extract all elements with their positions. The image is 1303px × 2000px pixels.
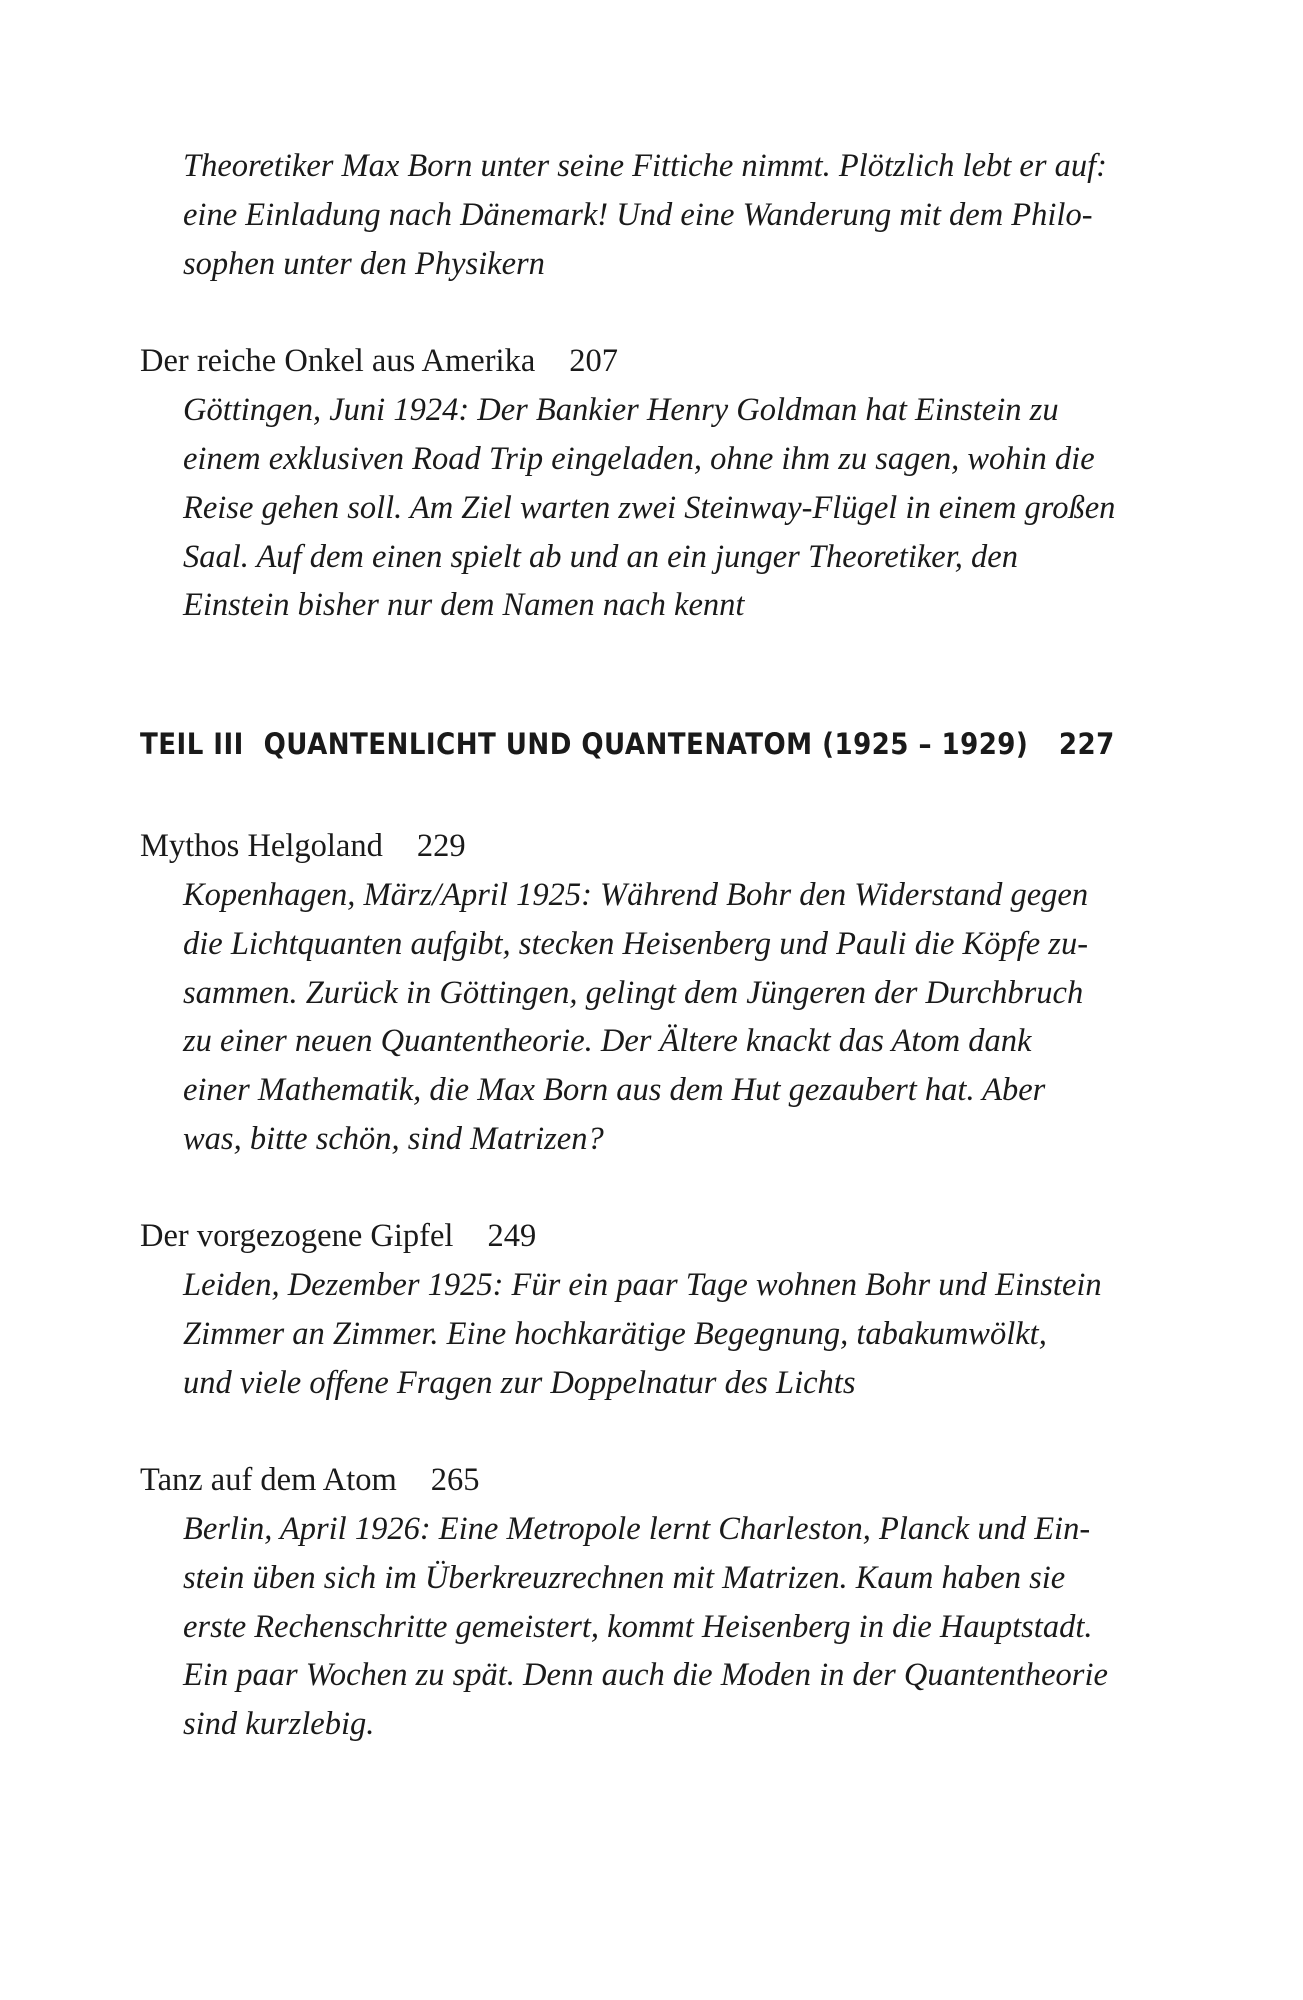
toc-description-line: einem exklusiven Road Trip eingeladen, ohne ihm zu sagen, wohin die [183, 441, 1095, 477]
toc-page-number: 249 [487, 1218, 537, 1254]
toc-description-line: Leiden, Dezember 1925: Für ein paar Tage wohnen Bohr und Einstein [183, 1267, 1102, 1303]
toc-description-line: stein üben sich im Überkreuzrechnen mit Matrizen. Kaum haben sie [183, 1560, 1066, 1596]
toc-description-line: Zimmer an Zimmer. Eine hochkarätige Begegnung, tabakumwölkt, [183, 1316, 1047, 1352]
toc-description-line: Theoretiker Max Born unter seine Fittiche nimmt. Plötzlich lebt er auf: [183, 148, 1107, 184]
toc-page-number: 207 [569, 343, 619, 379]
toc-entry-title-text: Der vorgezogene Gipfel [140, 1218, 454, 1254]
part-heading [140, 724, 1115, 764]
toc-entry-title-text: Mythos Helgoland [140, 828, 383, 864]
toc-description-line: sammen. Zurück in Göttingen, gelingt dem Jüngeren der Durchbruch [183, 975, 1084, 1011]
toc-description-line: Kopenhagen, März/April 1925: Während Bohr den Widerstand gegen [183, 877, 1089, 913]
part-title: QUANTENLICHT UND QUANTENATOM (1925 – 1929) [263, 727, 1029, 761]
toc-page-number: 229 [416, 828, 466, 864]
toc-description-line: einer Mathematik, die Max Born aus dem Hut gezaubert hat. Aber [183, 1072, 1046, 1108]
part-page-number: 227 [1058, 727, 1115, 761]
toc-entry-title-text: Tanz auf dem Atom [140, 1462, 397, 1498]
toc-entry-title [140, 826, 466, 866]
toc-description-line: die Lichtquanten aufgibt, stecken Heisenberg und Pauli die Köpfe zu- [183, 926, 1089, 962]
part-label: TEIL III [140, 727, 244, 761]
toc-description-line: erste Rechenschritte gemeistert, kommt Heisenberg in die Hauptstadt. [183, 1609, 1093, 1645]
toc-description-line: Göttingen, Juni 1924: Der Bankier Henry Goldman hat Einstein zu [183, 392, 1059, 428]
toc-description-line: und viele offene Fragen zur Doppelnatur des Lichts [183, 1365, 856, 1401]
toc-entry-title [140, 1460, 480, 1500]
toc-entry-title [140, 1216, 536, 1256]
toc-description-line: Ein paar Wochen zu spät. Denn auch die Moden in der Quantentheorie [183, 1657, 1108, 1693]
toc-page-number: 265 [430, 1462, 480, 1498]
toc-description-line: eine Einladung nach Dänemark! Und eine Wanderung mit dem Philo- [183, 197, 1093, 233]
toc-description-line: zu einer neuen Quantentheorie. Der Ältere knackt das Atom dank [183, 1023, 1032, 1059]
toc-entry-title [140, 341, 618, 381]
toc-description-line: sophen unter den Physikern [183, 246, 545, 282]
toc-description-line: Saal. Auf dem einen spielt ab und an ein junger Theoretiker, den [183, 539, 1018, 575]
toc-description-line: Einstein bisher nur dem Namen nach kennt [183, 587, 745, 623]
toc-entry-title-text: Der reiche Onkel aus Amerika [140, 343, 536, 379]
toc-description-line: was, bitte schön, sind Matrizen? [183, 1121, 604, 1157]
toc-description-line: Reise gehen soll. Am Ziel warten zwei Steinway-Flügel in einem großen [183, 490, 1116, 526]
toc-description-line: sind kurzlebig. [183, 1706, 375, 1742]
toc-description-line: Berlin, April 1926: Eine Metropole lernt Charleston, Planck und Ein- [183, 1511, 1091, 1547]
